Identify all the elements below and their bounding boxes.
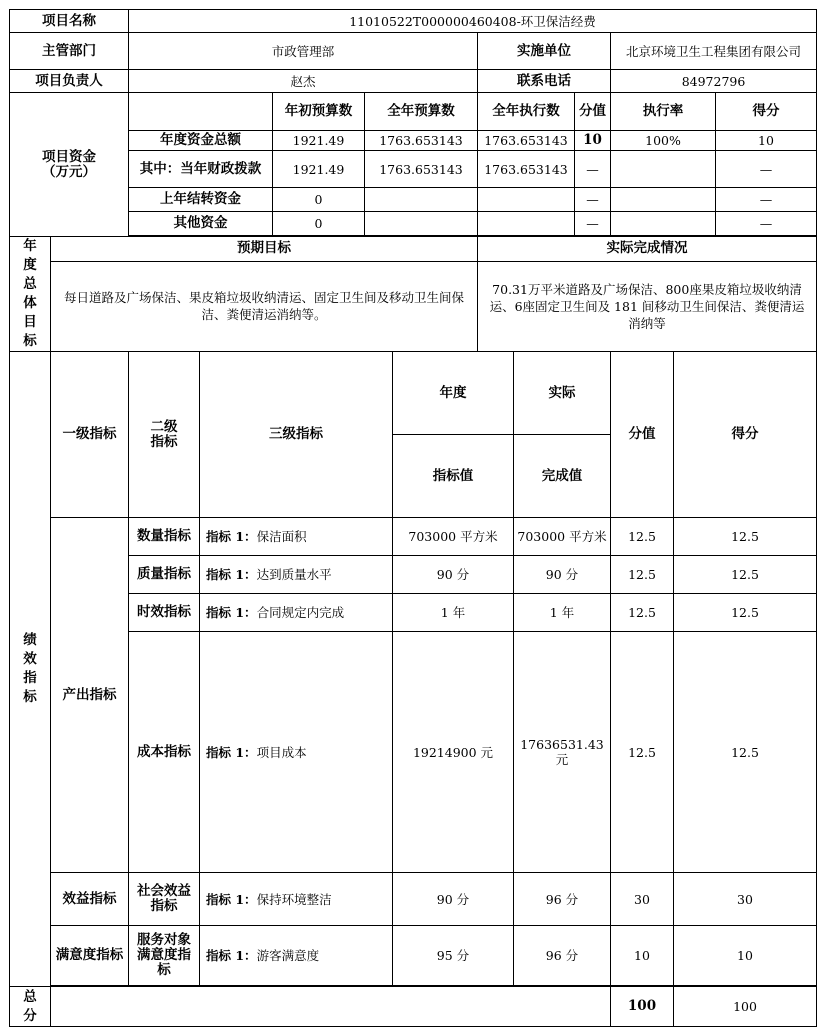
goals-expected-label: 预期目标: [51, 237, 478, 262]
funds-row-initial: 0: [273, 188, 365, 212]
funds-col-rate: 执行率: [611, 93, 716, 131]
perf-col-target-bottom: 指标值: [393, 435, 514, 518]
funds-col-score: 分值: [575, 93, 611, 131]
perf-actual: 96 分: [514, 926, 611, 986]
funds-row-full: 1763.653143: [365, 131, 478, 151]
perf-score: 12.5: [611, 556, 674, 594]
funds-col-exec: 全年执行数: [478, 93, 575, 131]
funds-row-rate: [611, 188, 716, 212]
owner-label: 项目负责人: [10, 70, 129, 93]
funds-row-score: 10: [575, 131, 611, 151]
perf-l3-prefix: 指标 1：: [206, 744, 257, 760]
goals-label: 年 度 总 体 目 标: [10, 237, 51, 352]
project-name-value: 11010522T000000460408-环卫保洁经费: [129, 10, 817, 33]
perf-score: 12.5: [611, 594, 674, 632]
perf-col-l1: 一级指标: [51, 352, 129, 518]
perf-score: 30: [611, 873, 674, 926]
funds-label: 项目资金 （万元）: [10, 93, 129, 237]
perf-got: 12.5: [674, 556, 817, 594]
goals-expected-text: 每日道路及广场保洁、果皮箱垃圾收纳清运、固定卫生间及移动卫生间保洁、粪便清运消纳等。: [51, 261, 478, 351]
perf-got: 10: [674, 926, 817, 986]
perf-l2: 成本指标: [129, 632, 200, 873]
perf-actual: 96 分: [514, 873, 611, 926]
perf-l3-text: 项目成本: [256, 744, 307, 760]
perf-actual: 17636531.43 元: [514, 632, 611, 873]
funds-row-label: 其中：当年财政拨款: [129, 151, 273, 188]
perf-target: 95 分: [393, 926, 514, 986]
perf-l3-prefix: 指标 1：: [206, 529, 257, 544]
perf-l3: [200, 518, 393, 556]
perf-got: 12.5: [674, 518, 817, 556]
perf-l3: [200, 632, 393, 873]
funds-row-exec: 1763.653143: [478, 131, 575, 151]
perf-got: 30: [674, 873, 817, 926]
perf-l1: 产出指标: [51, 518, 129, 873]
perf-l3-text: 保持环境整洁: [256, 891, 332, 907]
perf-col-target-top: 年度: [393, 352, 514, 435]
perf-got: 12.5: [674, 632, 817, 873]
perf-l3-text: 达到质量水平: [256, 567, 332, 582]
funds-row-label: 上年结转资金: [129, 188, 273, 212]
perf-target: 19214900 元: [393, 632, 514, 873]
funds-row-full: [365, 212, 478, 236]
perf-l3-text: 保洁面积: [256, 529, 307, 544]
owner-value: 赵杰: [129, 70, 478, 93]
perf-target: 90 分: [393, 556, 514, 594]
goals-actual-label: 实际完成情况: [478, 237, 817, 262]
funds-col-initial: 年初预算数: [273, 93, 365, 131]
perf-l3: [200, 594, 393, 632]
funds-row-got: —: [716, 188, 817, 212]
funds-row-exec: [478, 188, 575, 212]
funds-header-blank: [129, 93, 273, 131]
perf-l1: 满意度指标: [51, 926, 129, 986]
perf-l3: [200, 926, 393, 986]
performance-table: [9, 9, 817, 1027]
funds-row-got: —: [716, 212, 817, 236]
funds-row-full: [365, 188, 478, 212]
funds-row-initial: 1921.49: [273, 131, 365, 151]
funds-row-exec: 1763.653143: [478, 151, 575, 188]
project-name-label: 项目名称: [10, 10, 129, 33]
funds-row-rate: 100%: [611, 131, 716, 151]
funds-row-exec: [478, 212, 575, 236]
perf-actual: 703000 平方米: [514, 518, 611, 556]
perf-col-l3: 三级指标: [200, 352, 393, 518]
perf-l3-text: 游客满意度: [256, 948, 320, 963]
perf-l3: [200, 556, 393, 594]
funds-row-label: 年度资金总额: [129, 131, 273, 151]
funds-col-full: 全年预算数: [365, 93, 478, 131]
perf-actual: 1 年: [514, 594, 611, 632]
funds-row-got: —: [716, 151, 817, 188]
funds-row-full: 1763.653143: [365, 151, 478, 188]
perf-l3: [200, 873, 393, 926]
perf-l2: 质量指标: [129, 556, 200, 594]
perf-score: 10: [611, 926, 674, 986]
perf-l2: 数量指标: [129, 518, 200, 556]
perf-l3-prefix: 指标 1：: [206, 605, 257, 620]
perf-actual: 90 分: [514, 556, 611, 594]
impl-value: 北京环境卫生工程集团有限公司: [611, 33, 817, 70]
funds-row-rate: [611, 212, 716, 236]
funds-row-score: —: [575, 212, 611, 236]
perf-target: 1 年: [393, 594, 514, 632]
dept-label: 主管部门: [10, 33, 129, 70]
impl-label: 实施单位: [478, 33, 611, 70]
funds-row-initial: 0: [273, 212, 365, 236]
perf-l2: 社会效益指标: [129, 873, 200, 926]
perf-label: 绩 效 指 标: [10, 352, 51, 987]
funds-row-got: 10: [716, 131, 817, 151]
perf-col-actual-top: 实际: [514, 352, 611, 435]
perf-col-l2: 二级 指标: [129, 352, 200, 518]
perf-l3-prefix: 指标 1：: [206, 567, 257, 582]
perf-l3-prefix: 指标 1：: [206, 948, 257, 963]
funds-row-initial: 1921.49: [273, 151, 365, 188]
funds-col-got: 得分: [716, 93, 817, 131]
funds-row-score: —: [575, 188, 611, 212]
perf-l2: 服务对象满意度指标: [129, 926, 200, 986]
funds-row-score: —: [575, 151, 611, 188]
perf-target: 90 分: [393, 873, 514, 926]
perf-target: 703000 平方米: [393, 518, 514, 556]
total-score: 100: [611, 987, 674, 1027]
phone-label: 联系电话: [478, 70, 611, 93]
funds-row-label: 其他资金: [129, 212, 273, 236]
dept-value: 市政管理部: [129, 33, 478, 70]
perf-col-score: 分值: [611, 352, 674, 518]
goals-actual-text: 70.31万平米道路及广场保洁、800座果皮箱垃圾收纳清运、6座固定卫生间及 181 间移动卫生间保洁、粪便清运消纳等: [478, 261, 817, 351]
perf-l3-text: 合同规定内完成: [256, 605, 345, 620]
total-blank: [51, 987, 611, 1027]
perf-l2: 时效指标: [129, 594, 200, 632]
perf-col-got: 得分: [674, 352, 817, 518]
funds-row-rate: [611, 151, 716, 188]
perf-l3-prefix: 指标 1：: [206, 891, 257, 907]
perf-got: 12.5: [674, 594, 817, 632]
perf-score: 12.5: [611, 632, 674, 873]
perf-score: 12.5: [611, 518, 674, 556]
perf-l1: 效益指标: [51, 873, 129, 926]
phone-value: 84972796: [611, 70, 817, 93]
total-label: 总 分: [10, 987, 51, 1027]
perf-col-actual-bottom: 完成值: [514, 435, 611, 518]
total-got: 100: [674, 987, 817, 1027]
